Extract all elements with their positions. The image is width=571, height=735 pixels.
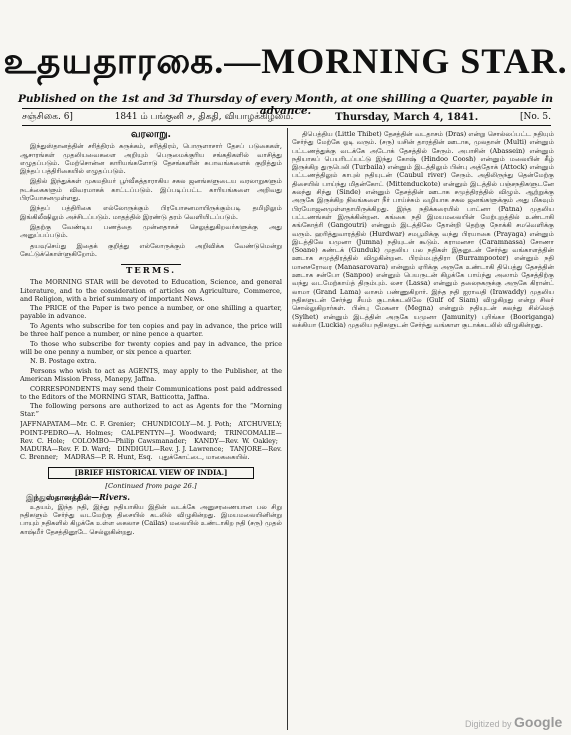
agent-entry: COLOMBO—Philip Cawsmanader;: [72, 436, 187, 445]
agent-entry: KANDY—Rev. W. Oakley;: [194, 436, 278, 445]
divider: [121, 264, 181, 265]
terms-paragraph: Persons who wish to act as AGENTS, may apply to the Publisher, at the American Mission Press, Manepy, Jaffna.: [20, 366, 282, 383]
rivers-text: உதயம், இந்த நதி, இந்து நதியாகிய இதின் வடக்கே அனுசரணையான பல சிறு நதிகளும் சேர்ந்து வடமேற்கு திசையில் கடலில் விழுகின்றது. இமயமலையினின்று பாயும் நதிகளில் கிழக்கே உள்ள கைலாச (Cailas) மலையில் உண்டாகிற நதி (சரு) முதல் காஷ்மீர் தேசத்தினூடே செல்லுகின்றது.: [20, 502, 282, 536]
rivers-continued-text: திபெத்திய (Little Thibet) தேசத்தின் வடதாசம் (Dras) என்று சொல்லப்பட்ட நதியும் சேர்ந்து மேற்கே ஓடி வரும். (சரு) யசின் தாரத்தின் ஊடாக, முலதான் (Multi) என்னும் பட்டணத்துக்கு வடக்கே அடோக் தேசத்தில் சேரும். அபாசின் (Abassein) என்னும் நதியாகப் பெயரிடப்பட்டு இந்து கோஷ் (Hindoo Coosh) என்னும் மலையின் கீழ் இருக்கிற துருபெலி (Turbaila) என்னும் இடத்திலும் பின்பு அத்தோக் (Attock) என்னும் பட்டணத்திலும் காபுல் நதியுடன் (Caubul river) சேரும். அதிலிருந்து தென்மேற்கு திசையில் பாய்ந்து மிதன்கோட் (Mittenduckote) என்னும் இடத்தில் பஞ்சநதிகளுடனே கலந்து சிந்து (Sinde) என்னும் தேசத்தின் ஊடாக சமுத்திரத்தில் விழும். ஆற்றுக்கு அருகே இருக்கிற நிலங்களை நீர் பாய்ச்சும் வழியாக சகல ஜனங்களுக்கும் அது மிகவும் பிரயோஜனமுள்ளதாயிருக்கிறது. இந்த நதிக்கரையில் பாட்னா (Patna) முதலிய பட்டணங்கள் இருக்கின்றன. கங்கை நதி இமயமலையின் மேற்புறத்தில் உண்டாகி கங்கோத்ரி (Gangoutri) என்னும் இடத்திலே தோன்றி தெற்கு நோக்கி சமவெளிக்கு வரும். ஹரித்துவாரத்தில் (Hurdwar) சமபூமிக்கு வந்து பிரயாகை (Prayaga) என்னும் இடத்திலே யமுனா (Jumna) நதியுடன் கூடும். கராமனசா (Caramnassa) சோணா (Soane) கண்டக் (Gunduk) முதலிய பல நதிகள் இதனுடன் சேர்ந்து வங்காளத்தின் ஊடாக சமுத்திரத்தில் விழுகின்றன. பிரம்மபுத்திரா (Burrampooter) என்னும் நதி மானசரோவர (Manasarovara) என்னும் ஏரிக்கு அருகே உண்டாகி திபெத்து தேசத்தின் ஊடாக சன்போ (Sanpoo) என்னும் பெயருடன் கிழக்கே பாய்ந்து அஸாம் தேசத்திற்கு வந்து வடமேற்காய்த் திரும்பும். லசா (Lassa) என்னும் தலைநகருக்கு அருகே கிரான்ட் லாமா (Grand Lama) வாசம் பண்ணுகிறார். இந்த நதி ஐராவதி (Irawaddy) முதலிய நதிகளுடன் சேர்ந்து சீயம் குடாக்கடலிலே (Gulf of Siam) விழுகிறது என்று சிலர் சொல்லுகிறார்கள். பின்பு மேகனா (Megna) என்னும் நதியுடன் கலந்து சில்லெத் (Sylhet) என்னும் இடத்தின் அருகே யமுனா (Jamunity) புரிங்கா (Booriganga) லக்கியா (Luckia) முதலிய நதிகளுடன் சேர்ந்து வங்காள குடாக்கடலில் விழுகின்றது.: [292, 130, 554, 329]
rivers-subheading-english: —Rivers.: [91, 491, 131, 502]
digitized-watermark: [465, 714, 562, 730]
google-logo: Google: [514, 714, 563, 730]
agent-entry: DINDIGUL—Rev. J. J. Lawrence;: [117, 444, 224, 453]
intro-text: [20, 142, 282, 258]
rivers-subheading-tamil: இந்துஸ்தானத்தின்: [26, 491, 92, 502]
agents-list: [20, 420, 282, 460]
intro-paragraph: இதில் இந்துக்கள் முகமதியர் பூர்வீகத்தாராகிய சகல ஜனங்களுடைய வரலாறுகளும் நடக்கைகளும் விவரமாகக் காட்டப்படும். இப்படிப்பட்ட காரியங்களை அறிவது பிரயோசனமுள்ளது.: [20, 177, 282, 203]
intro-paragraph: இந்தப் பத்திரிகை எல்லோருக்கும் பிரயோசனமாயிருக்கும்படி தமிழிலும் இங்கிலீஷிலும் அச்சிடப்படும். மாதத்தில் இரண்டு தரம் வெளியிடப்படும்.: [20, 204, 282, 221]
tamil-date: 1841 ம் பங்குனி ௪, திகதி, வியாழக்கிழமை.: [114, 111, 294, 122]
agent-entry: MADURA—Rev. F. D. Ward;: [20, 444, 111, 453]
right-column: [292, 130, 554, 720]
terms-paragraph: The MORNING STAR will be devoted to Education, Science, and general Literature, and to the consideration of articles on Agriculture, Commerce, and Religion, with a brief summary of important News.: [20, 278, 282, 303]
terms-heading: TERMS.: [125, 266, 177, 277]
masthead: [0, 40, 571, 90]
terms-paragraph: To those who subscribe for twenty copies and pay in advance, the price will be one penny a number, or six pence a quarter.: [20, 339, 282, 356]
rivers-subheading: [26, 493, 282, 501]
dateline: [22, 108, 551, 126]
agent-entry: TRINCOMALIE—Rev. C. Hole;: [20, 428, 282, 445]
intro-paragraph: இந்துஸ்தானத்தின் சரித்திரம் சுருக்கம், சரித்திரம், பொருளாசார் தேசப் படுகைகள், ஆசாரங்கள் முதலியவைகளை அறியும் பெருமைக்குரிய சங்கதிகளில் வாசித்து எழுதப்படும். மேற்சொன்ன காரியங்களோடு தேசங்களின் சுபாவங்களைக் குறித்தும் இந்தப் பத்திரிகையில் எழுதப்படும்.: [20, 142, 282, 176]
masthead-subtitle: Published on the 1st and 3d Thursday of every Month, at one shilling a Quarter, payable in advance.: [18, 93, 553, 117]
agent-entry: ATCHUVELY; POINT-PEDRO—A. Holmes;: [20, 420, 282, 437]
issue-number: [No. 5.: [520, 112, 551, 122]
history-heading: வரலாறு.: [130, 130, 172, 140]
column-divider: [287, 128, 288, 730]
continued-note: [Continued from page 26.]: [105, 482, 197, 491]
watermark-prefix: Digitized by: [465, 719, 512, 729]
agent-entry: CALPENTYN—J. Woodward;: [121, 428, 217, 437]
volume-label: சஞ்சிகை. 6]: [22, 111, 73, 122]
section-box-title: [BRIEF HISTORICAL VIEW OF INDIA.]: [48, 467, 254, 479]
masthead-title: உதயதாரகை.—MORNING STAR.: [3, 41, 568, 81]
terms-paragraph: To Agents who subscribe for ten copies and pay in advance, the price will be three half pence a number, or nine pence a quarter.: [20, 321, 282, 339]
issue-date: Thursday, March 4, 1841.: [335, 111, 479, 123]
agent-entry: CHUNDICOLY—M. J. Poth;: [141, 420, 232, 429]
agent-entry: புதுக்கோட்டை, மாகைகையில்.: [158, 452, 250, 461]
terms-paragraph: The PRICE of the Paper is two pence a number, or one shilling a quarter, payable in advance.: [20, 304, 282, 321]
intro-paragraph: இதற்கு வேண்டிய பணத்தை முன்னதாகச் செலுத்துகிறவர்களுக்கு அது அனுப்பப்படும்.: [20, 222, 282, 240]
terms-text: [20, 278, 282, 418]
agent-entry: JAFFNAPATAM—Mr. C. F. Grenier;: [20, 420, 136, 429]
terms-paragraph: N. B. Postage extra.: [30, 357, 97, 366]
agent-entry: TANJORE—Rev. C. Brenner;: [20, 444, 282, 461]
agent-entry: MADRAS—P. R. Hunt, Esq.: [64, 452, 153, 461]
intro-paragraph: தயவுசெய்து இதைக் குறித்து எல்லோருக்கும் அறிவிக்க வேண்டுமென்று கேட்டுக்கொள்ளுகிறோம்.: [20, 241, 282, 258]
terms-paragraph: CORRESPONDENTS may send their Communications post paid addressed to the Editors of the MORNING STAR, Batticotta, Jaffna.: [20, 384, 282, 401]
left-column: [20, 130, 282, 730]
terms-paragraph: The following persons are authorized to act as Agents for the “Morning Star.”: [20, 402, 282, 419]
